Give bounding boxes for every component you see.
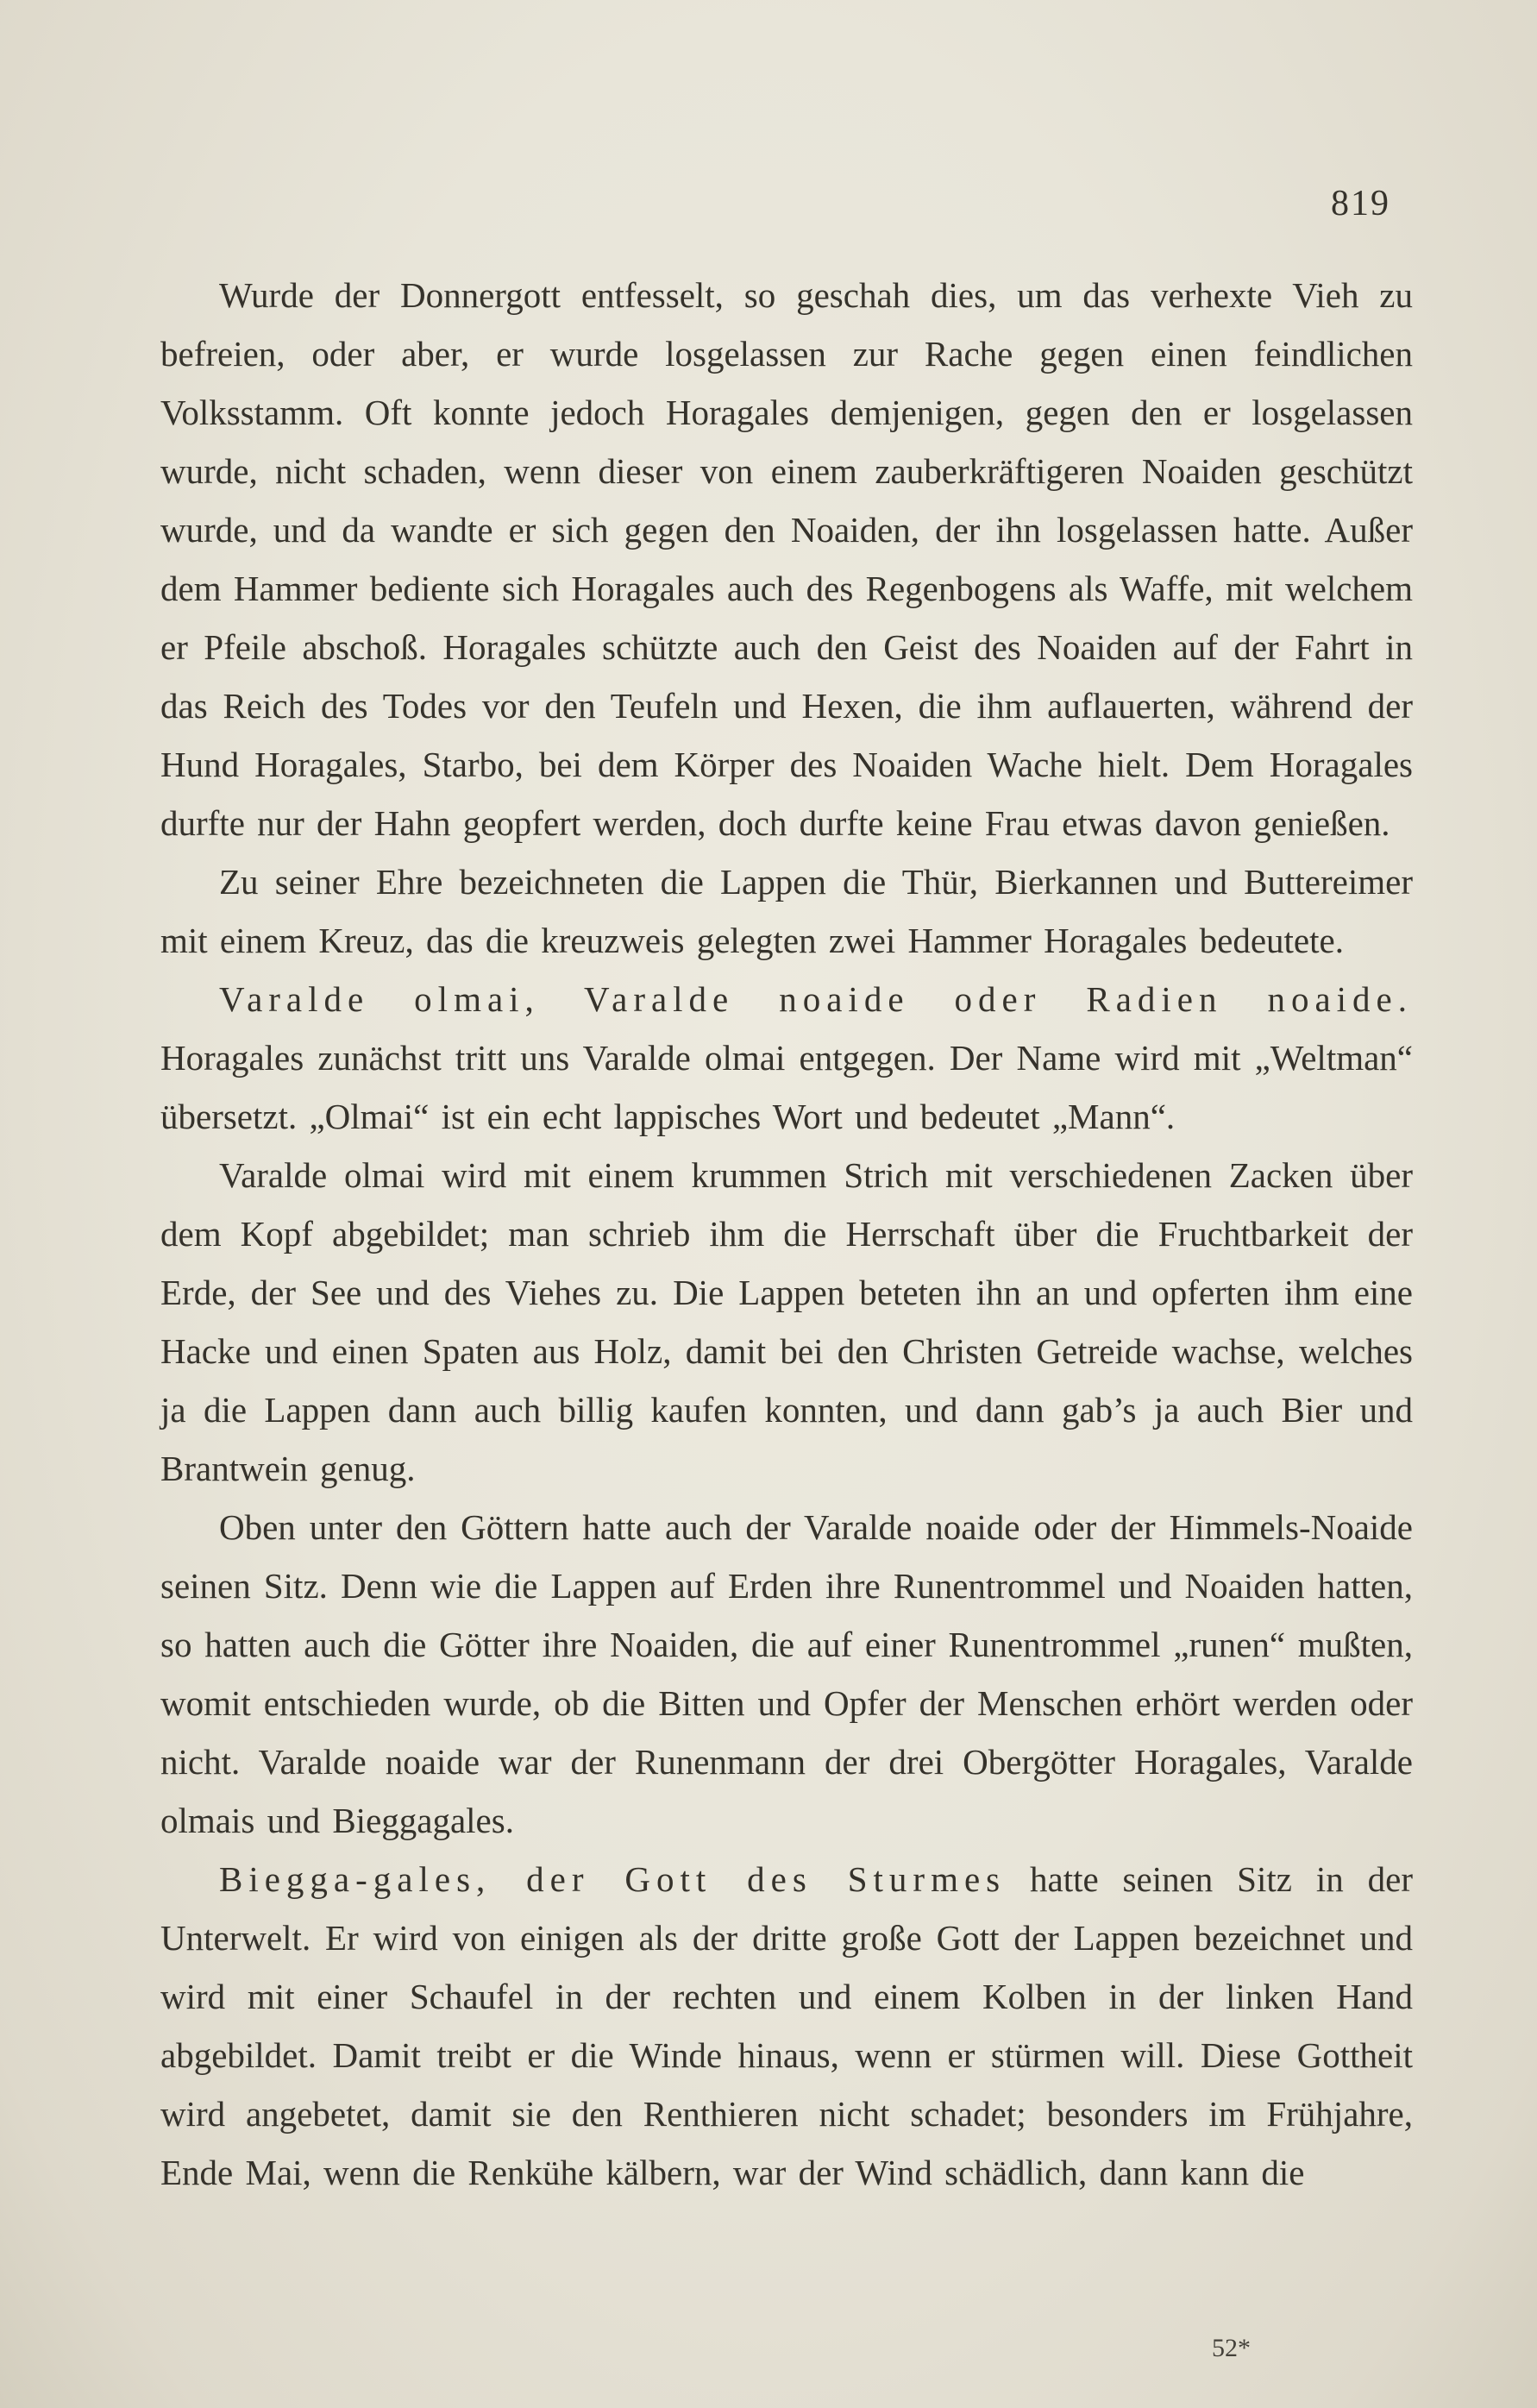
- emphasized-term: Varalde olmai, Varalde noaide oder Radien noaide.: [219, 979, 1413, 1019]
- text-block: [160, 266, 1413, 2202]
- paragraph: [160, 970, 1413, 1146]
- printer-signature-mark: 52*: [1212, 2334, 1251, 2362]
- paragraph: Wurde der Donnergott entfesselt, so geschah dies, um das verhexte Vieh zu befreien, oder aber, er wurde losgelassen zur Rache gegen einen feindlichen Volksstamm. Oft konnte jedoch Horagales demjenigen, gegen den er losgelassen wurde, nicht schaden, wenn dieser von einem zauberkräftigeren Noaiden geschützt wurde, und da wandte er sich gegen den Noaiden, der ihn losgelassen hatte. Außer dem Hammer bediente sich Horagales auch des Regenbogens als Waffe, mit welchem er Pfeile abschoß. Horagales schützte auch den Geist des Noaiden auf der Fahrt in das Reich des Todes vor den Teufeln und Hexen, die ihm auflauerten, während der Hund Horagales, Starbo, bei dem Körper des Noaiden Wache hielt. Dem Horagales durfte nur der Hahn geopfert werden, doch durfte keine Frau etwas davon genießen.: [160, 275, 1413, 843]
- emphasized-term: Biegga-gales, der Gott des Sturmes: [219, 1859, 1007, 1899]
- paragraph: Varalde olmai wird mit einem krummen Strich mit verschiedenen Zacken über dem Kopf abgebildet; man schrieb ihm die Herrschaft über die Fruchtbarkeit der Erde, der See und des Viehes zu. Die Lappen beteten ihn an und opferten ihm eine Hacke und einen Spaten aus Holz, damit bei den Christen Getreide wachse, welches ja die Lappen dann auch billig kaufen konnten, und dann gab’s ja auch Bier und Brantwein genug.: [160, 1155, 1413, 1488]
- paragraph: Zu seiner Ehre bezeichneten die Lappen die Thür, Bierkannen und Buttereimer mit einem Kreuz, das die kreuzweis gelegten zwei Hammer Horagales bedeutete.: [160, 862, 1413, 960]
- paragraph: Oben unter den Göttern hatte auch der Varalde noaide oder der Himmels-Noaide seinen Sitz. Denn wie die Lappen auf Erden ihre Runentrommel und Noaiden hatten, so hatten auch die Götter ihre Noaiden, die auf einer Runentrommel „runen“ mußten, womit entschieden wurde, ob die Bitten und Opfer der Menschen erhört werden oder nicht. Varalde noaide war der Runenmann der drei Obergötter Horagales, Varalde olmais und Bieggagales.: [160, 1507, 1413, 1840]
- page-number: 819: [1331, 184, 1390, 223]
- paragraph-text: hatte seinen Sitz in der Unterwelt. Er wird von einigen als der dritte große Gott der Lappen bezeichnet und wird mit einer Schaufel in der rechten und einem Kolben in der linken Hand abgebildet. Damit treibt er die Winde hinaus, wenn er stürmen will. Diese Gottheit wird angebetet, damit sie den Renthieren nicht schadet; besonders im Frühjahre, Ende Mai, wenn die Renkühe kälbern, war der Wind schädlich, dann kann die: [160, 1859, 1413, 2192]
- paragraph-text: Horagales zunächst tritt uns Varalde olmai entgegen. Der Name wird mit „Weltman“ übersetzt. „Olmai“ ist ein echt lappisches Wort und bedeutet „Mann“.: [160, 1038, 1413, 1136]
- paragraph: [160, 1850, 1413, 2202]
